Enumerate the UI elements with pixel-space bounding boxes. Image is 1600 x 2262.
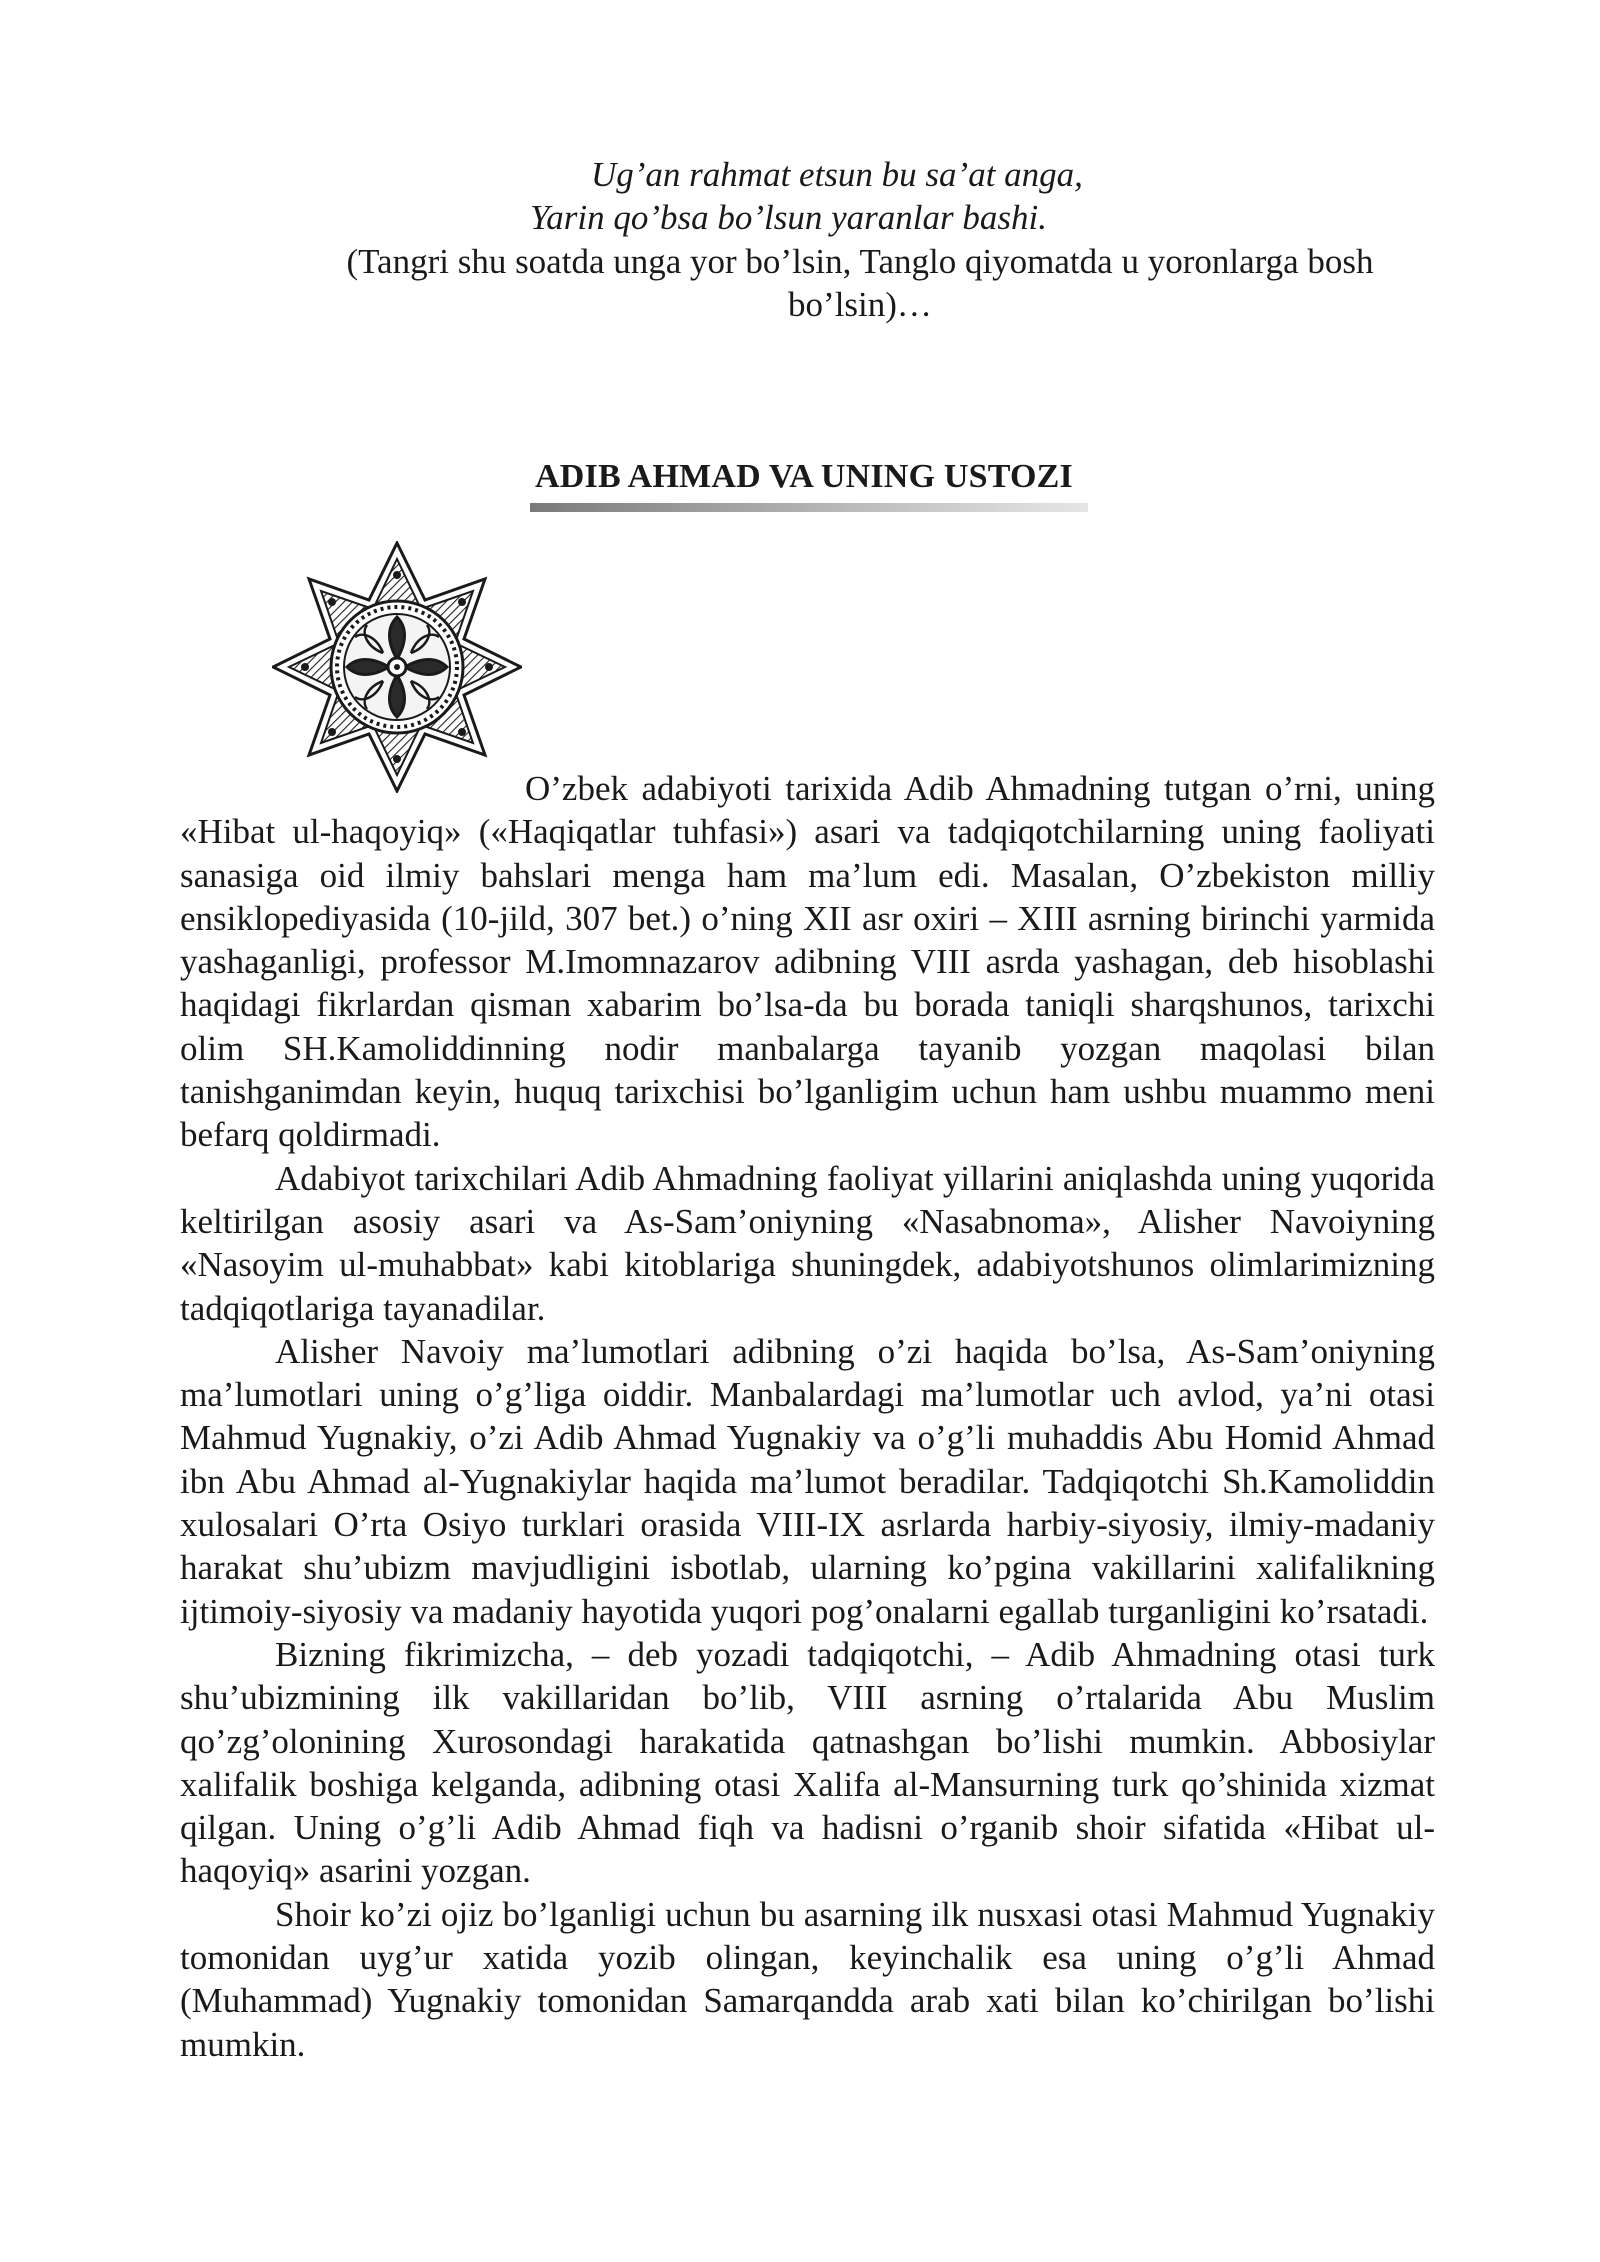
eight-pointed-star-ornament-icon [272,541,522,793]
verse-line-1: Ug’an rahmat etsun bu sa’at anga, [591,155,1083,194]
body-text [180,767,1435,2066]
section-heading-block [524,455,1084,499]
paragraph-5: Shoir ko’zi ojiz bo’lganligi uchun bu asarning ilk nusxasi otasi Mahmud Yugnakiy tomonidan uyg’ur xatida yozib olingan, keyinchalik esa uning o’g’li Ahmad (Muhammad) Yugnakiy tomonidan Samarqandda arab xati bilan ko’chirilgan bo’lishi mumkin. [180,1894,1435,2064]
paragraph-4: Bizning fikrimizcha, – deb yozadi tadqiqotchi, – Adib Ahmadning otasi turk shu’ubizmining ilk vakillaridan bo’lib, VIII asrning o’rtalarida Abu Muslim qo’zg’olonining Xurosondagi harakatida qatnashgan bo’lishi mumkin. Abbosiylar xalifalik boshiga kelganda, adibning otasi Xalifa al-Mansurning turk qo’shinida xizmat qilgan. Uning o’g’li Adib Ahmad fiqh va hadisni o’rganib shoir sifatida «Hibat ul-haqoyiq» asarini yozgan. [180,1634,1435,1891]
verse-line-2: Yarin qo’bsa bo’lsun yaranlar bashi. [530,198,1047,237]
paragraph-2: Adabiyot tarixchilari Adib Ahmadning faoliyat yillarini aniqlashda uning yuqorida keltirilgan asosiy asari va As-Sam’oniyning «Nasabnoma», Alisher Navoiyning «Nasoyim ul-muhabbat» kabi kitoblariga shuningdek, adabiyotshunos olimlarimizning tadqiqotlariga tayanadilar. [180,1158,1435,1328]
heading-underline [530,503,1088,512]
verse-translation: (Tangri shu soatda unga yor bo’lsin, Tanglo qiyomatda u yoronlarga bosh bo’lsin)… [346,242,1374,324]
paragraph-1: O’zbek adabiyoti tarixida Adib Ahmadning tutgan o’rni, uning «Hibat ul-haqoyiq» («Haqiqatlar tuhfasi») asari va tadqiqotchilarning uning faoliyati sanasiga oid ilmiy bahslari menga ham ma’lum edi. Masalan, O’zbekiston milliy ensiklopediyasida (10-jild, 307 bet.) o’ning XII asr oxiri – XIII asrning birinchi yarmida yashaganligi, professor M.Imomnazarov adibning VIII asrda yashagan, deb hisoblashi haqidagi fikrlardan qisman xabarim bo’lsa-da bu borada taniqli sharqshunos, tarixchi olim SH.Kamoliddinning nodir manbalarga tayanib yozgan maqolasi bilan tanishganimdan keyin, huquq tarixchisi bo’lganligim uchun ham ushbu muammo meni befarq qoldirmadi. [180,769,1435,1155]
paragraph-3: Alisher Navoiy ma’lumotlari adibning o’zi haqida bo’lsa, As-Sam’oniyning ma’lumotlari uning o’g’liga oiddir. Manbalardagi ma’lumotlar uch avlod, ya’ni otasi Mahmud Yugnakiy, o’zi Adib Ahmad Yugnakiy va o’g’li muhaddis Abu Homid Ahmad ibn Abu Ahmad al-Yugnakiylar haqida ma’lumot beradilar. Tadqiqotchi Sh.Kamoliddin xulosalari O’rta Osiyo turklari orasida VIII-IX asrlarda harbiy-siyosiy, ilmiy-madaniy harakat shu’ubizm mavjudligini isbotlab, ularning ko’pgina vakillarini xalifalikning ijtimoiy-siyosiy va madaniy hayotida yuqori pog’onalarni egallab turganligini ko’rsatadi. [180,1331,1435,1631]
section-title: ADIB AHMAD VA UNING USTOZI [535,458,1073,495]
